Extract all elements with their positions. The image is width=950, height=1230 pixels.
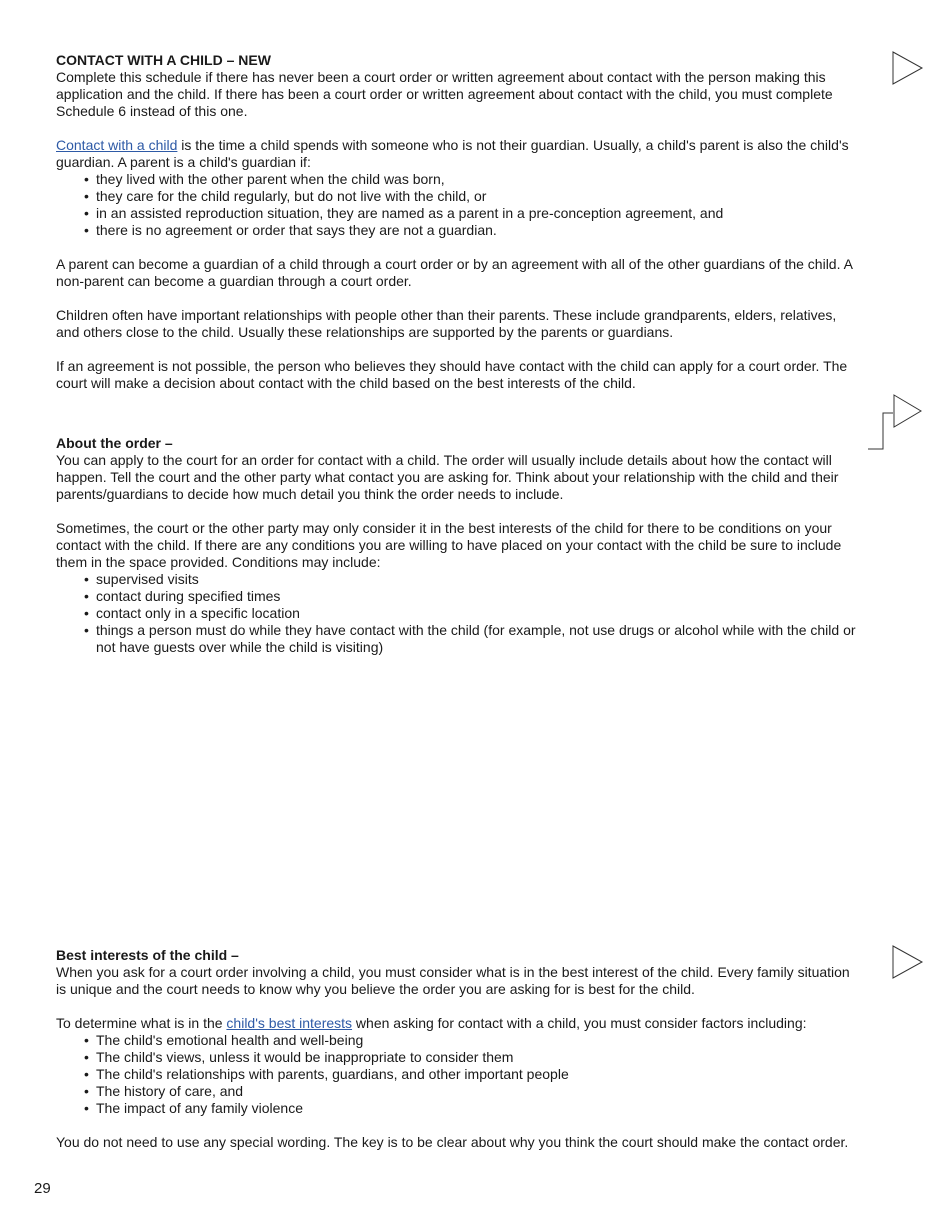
list-item: • The child's relationships with parents, guardians, and other important people <box>96 1066 856 1083</box>
factors-intro-text-end: when asking for contact with a child, you must consider factors including: <box>352 1015 807 1031</box>
relationships-paragraph: Children often have important relationships with people other than their parents. These include grandparents, elders, relatives, and others close to the child. Usually these relationships are supported by the parents or guardians. <box>56 307 837 340</box>
factors-list <box>56 1032 856 1117</box>
list-item: • contact during specified times <box>96 588 856 605</box>
guardian-paragraph: A parent can become a guardian of a child through a court order or by an agreement with all of the other guardians of the child. A non-parent can become a guardian through a court order. <box>56 256 853 289</box>
list-item: • The impact of any family violence <box>96 1100 856 1117</box>
order-paragraph: You can apply to the court for an order for contact with a child. The order will usually include details about how the contact will happen. Tell the court and the other party what contact you are asking for. Think about your relationship with the child and their parents/guardians to decide how much detail you think the order needs to include. <box>56 452 839 502</box>
section-contact-new <box>56 52 856 392</box>
definition-text: is the time a child spends with someone who is not their guardian. Usually, a child's parent is also the child's guardian. A parent is a child's guardian if: <box>56 137 849 170</box>
agreement-paragraph: If an agreement is not possible, the person who believes they should have contact with the child can apply for a court order. The court will make a decision about contact with the child based on the best interests of the child. <box>56 358 848 391</box>
definition-paragraph <box>56 137 856 171</box>
list-item: • they care for the child regularly, but do not live with the child, or <box>96 188 856 205</box>
section-about-order <box>56 435 856 656</box>
childs-best-interests-link[interactable]: child's best interests <box>226 1015 353 1031</box>
list-item: • contact only in a specific location <box>96 605 856 622</box>
factors-intro-paragraph <box>56 1015 856 1032</box>
play-arrow-with-bracket-icon[interactable] <box>866 394 926 452</box>
intro-paragraph: Complete this schedule if there has never been a court order or written agreement about contact with the person making this application and the child. If there has been a court order or written agreement about contact with the child, you must complete Schedule 6 instead of this one. <box>56 69 833 119</box>
play-arrow-icon[interactable] <box>892 945 924 979</box>
list-item: • they lived with the other parent when the child was born, <box>96 171 856 188</box>
list-item: • The history of care, and <box>96 1083 856 1100</box>
list-item: • The child's emotional health and well-being <box>96 1032 856 1049</box>
list-item: • things a person must do while they have contact with the child (for example, not use drugs or alcohol while with the child or not have guests over while the child is visiting) <box>96 622 856 656</box>
list-item: • there is no agreement or order that says they are not a guardian. <box>96 222 856 239</box>
section-best-interests <box>56 947 856 1151</box>
conditions-paragraph: Sometimes, the court or the other party may only consider it in the best interests of the child for there to be conditions on your contact with the child. If there are any conditions you are willing to have placed on your contact with the child be sure to include them in the space provided. Conditions may include: <box>56 520 842 570</box>
list-item: • supervised visits <box>96 571 856 588</box>
closing-paragraph: You do not need to use any special wording. The key is to be clear about why you think the court should make the contact order. <box>56 1134 849 1150</box>
conditions-list <box>56 571 856 656</box>
page-number: 29 <box>34 1180 51 1197</box>
play-arrow-icon[interactable] <box>892 51 924 85</box>
section-title: About the order – <box>56 435 173 451</box>
list-item: • The child's views, unless it would be inappropriate to consider them <box>96 1049 856 1066</box>
section-title: CONTACT WITH A CHILD – NEW <box>56 52 271 68</box>
contact-with-a-child-link[interactable]: Contact with a child <box>56 137 178 153</box>
list-item: • in an assisted reproduction situation, they are named as a parent in a pre-conception agreement, and <box>96 205 856 222</box>
best-interest-paragraph: When you ask for a court order involving a child, you must consider what is in the best interest of the child. Every family situation is unique and the court needs to know why you believe the order you are asking for is best for the child. <box>56 964 850 997</box>
section-title: Best interests of the child – <box>56 947 239 963</box>
guardian-conditions-list <box>56 171 856 239</box>
factors-intro-text: To determine what is in the <box>56 1015 227 1031</box>
